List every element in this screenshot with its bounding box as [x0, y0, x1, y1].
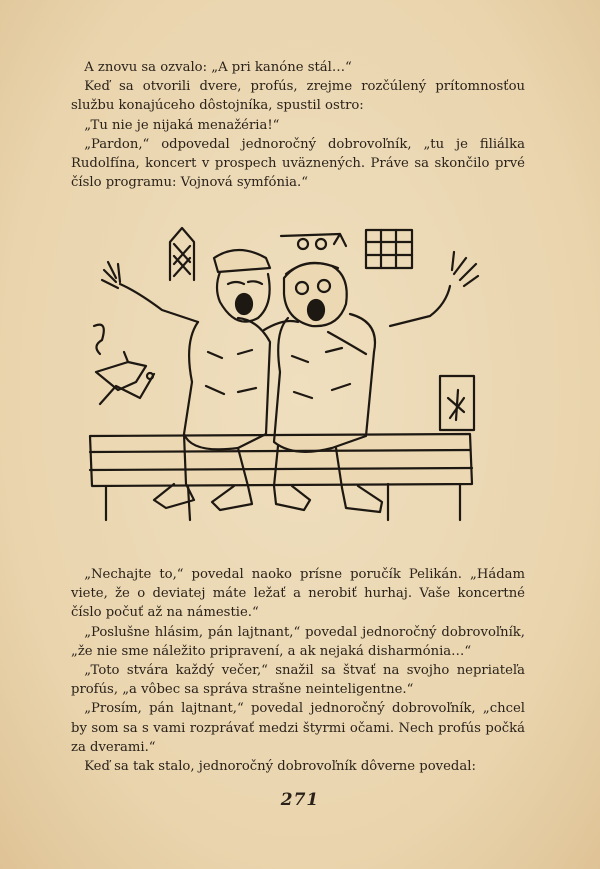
gothic-window-doodle: [170, 228, 194, 280]
paragraph: „Prosím, pán lajtnant,“ povedal jednoročný dobrovoľník, „chcel by som sa s vami rozprávať medzi štyrmi očami. Nech profús počká za dverami.“: [71, 701, 525, 755]
paragraph: Keď sa otvorili dvere, profús, zrejme rozčúlený prítomnosťou službu konajúceho dôstojníka, spustil ostro:: [71, 79, 525, 114]
singing-prisoners-illustration: [88, 222, 488, 534]
paragraph: „Poslušne hlásim, pán lajtnant,“ povedal jednoročný dobrovoľník, „že nie sme náležito pripravení, a ak nejaká disharmónia…“: [71, 624, 525, 659]
paragraph: „Toto stvára každý večer,“ snažil sa štvať na svojho nepriateľa profús, „a vôbec sa správa strašne neinteligentne.“: [71, 663, 525, 698]
paragraph: „Tu nie je nijaká menažéria!“: [84, 117, 280, 133]
barred-window-doodle: [366, 230, 412, 268]
text-block-top: [71, 58, 525, 192]
key-doodle: [281, 234, 346, 249]
paragraph: Keď sa tak stalo, jednoročný dobrovoľník dôverne povedal:: [84, 759, 476, 775]
framed-picture-doodle: [440, 376, 474, 430]
paragraph: „Nechajte to,“ povedal naoko prísne poručík Pelikán. „Hádam viete, že o deviatej máte ležať a nerobiť hurhaj. Vaše koncertné číslo počuť až na námestie.“: [71, 567, 525, 621]
text-block-bottom: [71, 565, 525, 776]
paragraph: „Pardon,“ odpovedal jednoročný dobrovoľník, „tu je filiálka Rudolfína, koncert v prospech uväznených. Práve sa skončilo prvé číslo programu: Vojnová symfónia.“: [71, 136, 525, 191]
page-number: 271: [280, 790, 320, 810]
stick-figure-doodle: [94, 325, 154, 404]
paragraph: A znovu sa ozvalo: „A pri kanóne stál…“: [84, 60, 352, 75]
